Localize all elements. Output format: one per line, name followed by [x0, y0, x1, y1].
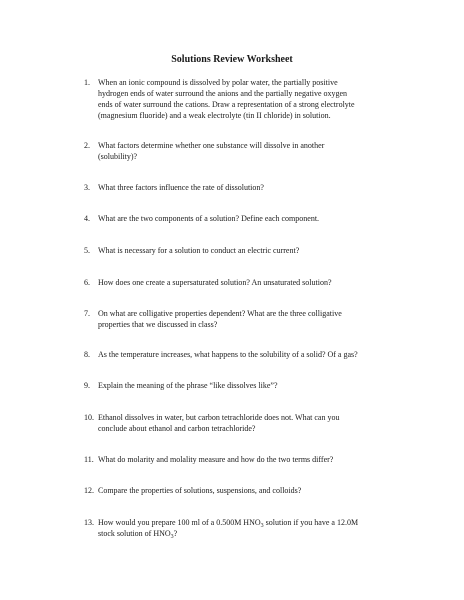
question-line	[98, 528, 404, 539]
question-number: 1.	[84, 78, 90, 87]
question-text-segment: ?	[173, 529, 178, 538]
question-line: Ethanol dissolves in water, but carbon tetrachloride does not. What can you	[98, 413, 340, 422]
question-line: (solubility)?	[98, 152, 138, 161]
question-number: 9.	[84, 381, 90, 390]
question-line: As the temperature increases, what happens to the solubility of a solid? Of a gas?	[98, 350, 358, 359]
question-line	[98, 517, 404, 528]
question-line: (magnesium fluoride) and a weak electrolyte (tin II chloride) in solution.	[98, 111, 331, 120]
question-line: What is necessary for a solution to conduct an electric current?	[98, 246, 300, 255]
question-line: What are the two components of a solution? Define each component.	[98, 214, 320, 223]
question-text	[98, 308, 404, 330]
subscript: 3	[260, 523, 264, 529]
question-line: conclude about ethanol and carbon tetrachloride?	[98, 424, 256, 433]
question-number: 5.	[84, 246, 90, 255]
question-line: hydrogen ends of water surround the anions and the partially negative oxygen	[98, 89, 348, 98]
question-line: How does one create a supersaturated solution? An unsaturated solution?	[98, 278, 332, 287]
question-text	[98, 517, 404, 539]
question-text	[98, 140, 404, 162]
question-number: 13.	[84, 518, 94, 527]
question-line: ends of water surround the cations. Draw a representation of a strong electrolyte	[98, 100, 355, 109]
question-number: 6.	[84, 278, 90, 287]
question-text	[98, 454, 404, 465]
question-text	[98, 485, 404, 496]
question-text-segment: How would you prepare 100 ml of a 0.500M HNO	[98, 518, 261, 527]
question-line: What do molarity and molality measure and how do the two terms differ?	[98, 455, 334, 464]
question-text	[98, 380, 404, 391]
question-text-segment: stock solution of HNO	[98, 529, 171, 538]
question-line: properties that we discussed in class?	[98, 320, 218, 329]
question-number: 11.	[84, 455, 94, 464]
question-text	[98, 245, 404, 256]
question-line: On what are colligative properties dependent? What are the three colligative	[98, 309, 342, 318]
question-line: What factors determine whether one substance will dissolve in another	[98, 141, 325, 150]
question-text	[98, 213, 404, 224]
question-line: What three factors influence the rate of dissolution?	[98, 183, 264, 192]
question-text	[98, 182, 404, 193]
page-title: Solutions Review Worksheet	[171, 54, 293, 65]
question-number: 4.	[84, 214, 90, 223]
question-text	[98, 277, 404, 288]
question-text	[98, 412, 404, 434]
question-text	[98, 77, 404, 121]
question-number: 7.	[84, 309, 90, 318]
question-line: Compare the properties of solutions, suspensions, and colloids?	[98, 486, 302, 495]
subscript: 3	[170, 534, 174, 540]
question-number: 3.	[84, 183, 90, 192]
question-line: Explain the meaning of the phrase “like dissolves like”?	[98, 381, 278, 390]
question-number: 2.	[84, 141, 90, 150]
question-text	[98, 349, 404, 360]
question-text-segment: solution if you have a 12.0M	[263, 518, 359, 527]
question-line: When an ionic compound is dissolved by polar water, the partially positive	[98, 78, 338, 87]
question-number: 10.	[84, 413, 94, 422]
question-number: 12.	[84, 486, 94, 495]
question-number: 8.	[84, 350, 90, 359]
